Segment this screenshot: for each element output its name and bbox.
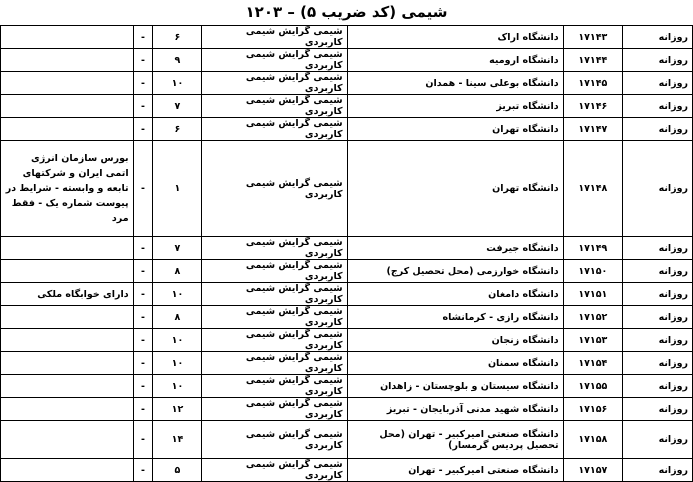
program-code-cell: ۱۷۱۵۸ [563, 421, 622, 459]
field-cell: شیمی گرایش شیمی کاربردی [202, 421, 347, 459]
study-type-cell: روزانه [623, 260, 693, 283]
field-cell: شیمی گرایش شیمی کاربردی [202, 329, 347, 352]
dash-cell: - [133, 141, 153, 237]
university-cell: دانشگاه زنجان [347, 329, 563, 352]
dash-cell: - [133, 421, 153, 459]
university-cell: دانشگاه جیرفت [347, 237, 563, 260]
study-type-cell: روزانه [623, 329, 693, 352]
program-code-cell: ۱۷۱۴۶ [563, 95, 622, 118]
university-cell: دانشگاه ارومیه [347, 49, 563, 72]
note-cell [1, 237, 134, 260]
university-cell: دانشگاه صنعتی امیرکبیر - تهران [347, 459, 563, 482]
capacity-cell: ۸ [153, 260, 202, 283]
university-cell: دانشگاه خوارزمی (محل تحصیل کرج) [347, 260, 563, 283]
program-code-cell: ۱۷۱۴۵ [563, 72, 622, 95]
capacity-cell: ۸ [153, 306, 202, 329]
note-cell [1, 306, 134, 329]
field-cell: شیمی گرایش شیمی کاربردی [202, 49, 347, 72]
capacity-cell: ۱۴ [153, 421, 202, 459]
study-type-cell: روزانه [623, 237, 693, 260]
field-cell: شیمی گرایش شیمی کاربردی [202, 283, 347, 306]
university-cell: دانشگاه تهران [347, 141, 563, 237]
program-code-cell: ۱۷۱۵۲ [563, 306, 622, 329]
note-cell [1, 375, 134, 398]
dash-cell: - [133, 306, 153, 329]
note-cell [1, 118, 134, 141]
study-type-cell: روزانه [623, 141, 693, 237]
study-type-cell: روزانه [623, 375, 693, 398]
program-code-cell: ۱۷۱۵۱ [563, 283, 622, 306]
dash-cell: - [133, 459, 153, 482]
table-row [1, 459, 693, 482]
dash-cell: - [133, 26, 153, 49]
program-code-cell: ۱۷۱۴۳ [563, 26, 622, 49]
note-cell [1, 49, 134, 72]
university-cell: دانشگاه سیستان و بلوچستان - زاهدان [347, 375, 563, 398]
capacity-cell: ۱۰ [153, 375, 202, 398]
dash-cell: - [133, 49, 153, 72]
capacity-cell: ۶ [153, 118, 202, 141]
table-row [1, 329, 693, 352]
field-cell: شیمی گرایش شیمی کاربردی [202, 118, 347, 141]
table-row [1, 49, 693, 72]
capacity-cell: ۱۰ [153, 352, 202, 375]
study-type-cell: روزانه [623, 118, 693, 141]
program-code-cell: ۱۷۱۵۴ [563, 352, 622, 375]
table-row [1, 283, 693, 306]
program-code-cell: ۱۷۱۴۴ [563, 49, 622, 72]
program-code-cell: ۱۷۱۵۷ [563, 459, 622, 482]
note-cell [1, 26, 134, 49]
dash-cell: - [133, 283, 153, 306]
study-type-cell: روزانه [623, 95, 693, 118]
dash-cell: - [133, 352, 153, 375]
field-cell: شیمی گرایش شیمی کاربردی [202, 72, 347, 95]
note-cell [1, 95, 134, 118]
study-type-cell: روزانه [623, 352, 693, 375]
program-code-cell: ۱۷۱۵۶ [563, 398, 622, 421]
note-cell [1, 398, 134, 421]
program-code-cell: ۱۷۱۴۹ [563, 237, 622, 260]
field-cell: شیمی گرایش شیمی کاربردی [202, 237, 347, 260]
note-cell: بورس سازمان انرژی اتمی ایران و شرکتهای تابعه و وابسته - شرایط در پیوست شماره یک - فقط مرد [1, 141, 134, 237]
field-cell: شیمی گرایش شیمی کاربردی [202, 352, 347, 375]
study-type-cell: روزانه [623, 421, 693, 459]
table-row [1, 421, 693, 459]
dash-cell: - [133, 329, 153, 352]
university-cell: دانشگاه شهید مدنی آذربایجان - تبریز [347, 398, 563, 421]
capacity-cell: ۱۲ [153, 398, 202, 421]
university-cell: دانشگاه دامغان [347, 283, 563, 306]
table-row [1, 237, 693, 260]
table-row [1, 118, 693, 141]
capacity-cell: ۱ [153, 141, 202, 237]
study-type-cell: روزانه [623, 26, 693, 49]
field-cell: شیمی گرایش شیمی کاربردی [202, 260, 347, 283]
capacity-cell: ۷ [153, 95, 202, 118]
university-cell: دانشگاه سمنان [347, 352, 563, 375]
note-cell [1, 72, 134, 95]
field-cell: شیمی گرایش شیمی کاربردی [202, 306, 347, 329]
note-cell [1, 352, 134, 375]
table-row [1, 306, 693, 329]
dash-cell: - [133, 95, 153, 118]
capacity-cell: ۱۰ [153, 283, 202, 306]
program-code-cell: ۱۷۱۵۳ [563, 329, 622, 352]
table-row [1, 141, 693, 237]
table-row [1, 398, 693, 421]
dash-cell: - [133, 398, 153, 421]
note-cell [1, 459, 134, 482]
university-cell: دانشگاه اراک [347, 26, 563, 49]
field-cell: شیمی گرایش شیمی کاربردی [202, 459, 347, 482]
programs-table [0, 25, 693, 482]
capacity-cell: ۹ [153, 49, 202, 72]
dash-cell: - [133, 260, 153, 283]
table-row [1, 260, 693, 283]
field-cell: شیمی گرایش شیمی کاربردی [202, 398, 347, 421]
study-type-cell: روزانه [623, 459, 693, 482]
program-code-cell: ۱۷۱۴۸ [563, 141, 622, 237]
program-code-cell: ۱۷۱۴۷ [563, 118, 622, 141]
dash-cell: - [133, 72, 153, 95]
university-cell: دانشگاه تبریز [347, 95, 563, 118]
table-row [1, 375, 693, 398]
table-row [1, 72, 693, 95]
study-type-cell: روزانه [623, 72, 693, 95]
table-row [1, 352, 693, 375]
capacity-cell: ۷ [153, 237, 202, 260]
program-code-cell: ۱۷۱۵۰ [563, 260, 622, 283]
study-type-cell: روزانه [623, 49, 693, 72]
field-cell: شیمی گرایش شیمی کاربردی [202, 95, 347, 118]
table-row [1, 95, 693, 118]
dash-cell: - [133, 375, 153, 398]
note-cell [1, 329, 134, 352]
university-cell: دانشگاه تهران [347, 118, 563, 141]
university-cell: دانشگاه رازی - کرمانشاه [347, 306, 563, 329]
university-cell: دانشگاه بوعلی سینا - همدان [347, 72, 563, 95]
note-cell [1, 421, 134, 459]
capacity-cell: ۶ [153, 26, 202, 49]
dash-cell: - [133, 118, 153, 141]
page-title: ۱۲۰۳ – شیمی (کد ضریب ۵) [245, 3, 448, 21]
capacity-cell: ۵ [153, 459, 202, 482]
capacity-cell: ۱۰ [153, 329, 202, 352]
study-type-cell: روزانه [623, 306, 693, 329]
study-type-cell: روزانه [623, 398, 693, 421]
program-code-cell: ۱۷۱۵۵ [563, 375, 622, 398]
field-cell: شیمی گرایش شیمی کاربردی [202, 26, 347, 49]
university-cell: دانشگاه صنعتی امیرکبیر - تهران (محل تحصیل پردیس گرمسار) [347, 421, 563, 459]
study-type-cell: روزانه [623, 283, 693, 306]
dash-cell: - [133, 237, 153, 260]
table-row [1, 26, 693, 49]
field-cell: شیمی گرایش شیمی کاربردی [202, 375, 347, 398]
note-cell: دارای خوابگاه ملکی [1, 283, 134, 306]
programs-table-body [1, 26, 693, 482]
capacity-cell: ۱۰ [153, 72, 202, 95]
note-cell [1, 260, 134, 283]
field-cell: شیمی گرایش شیمی کاربردی [202, 141, 347, 237]
